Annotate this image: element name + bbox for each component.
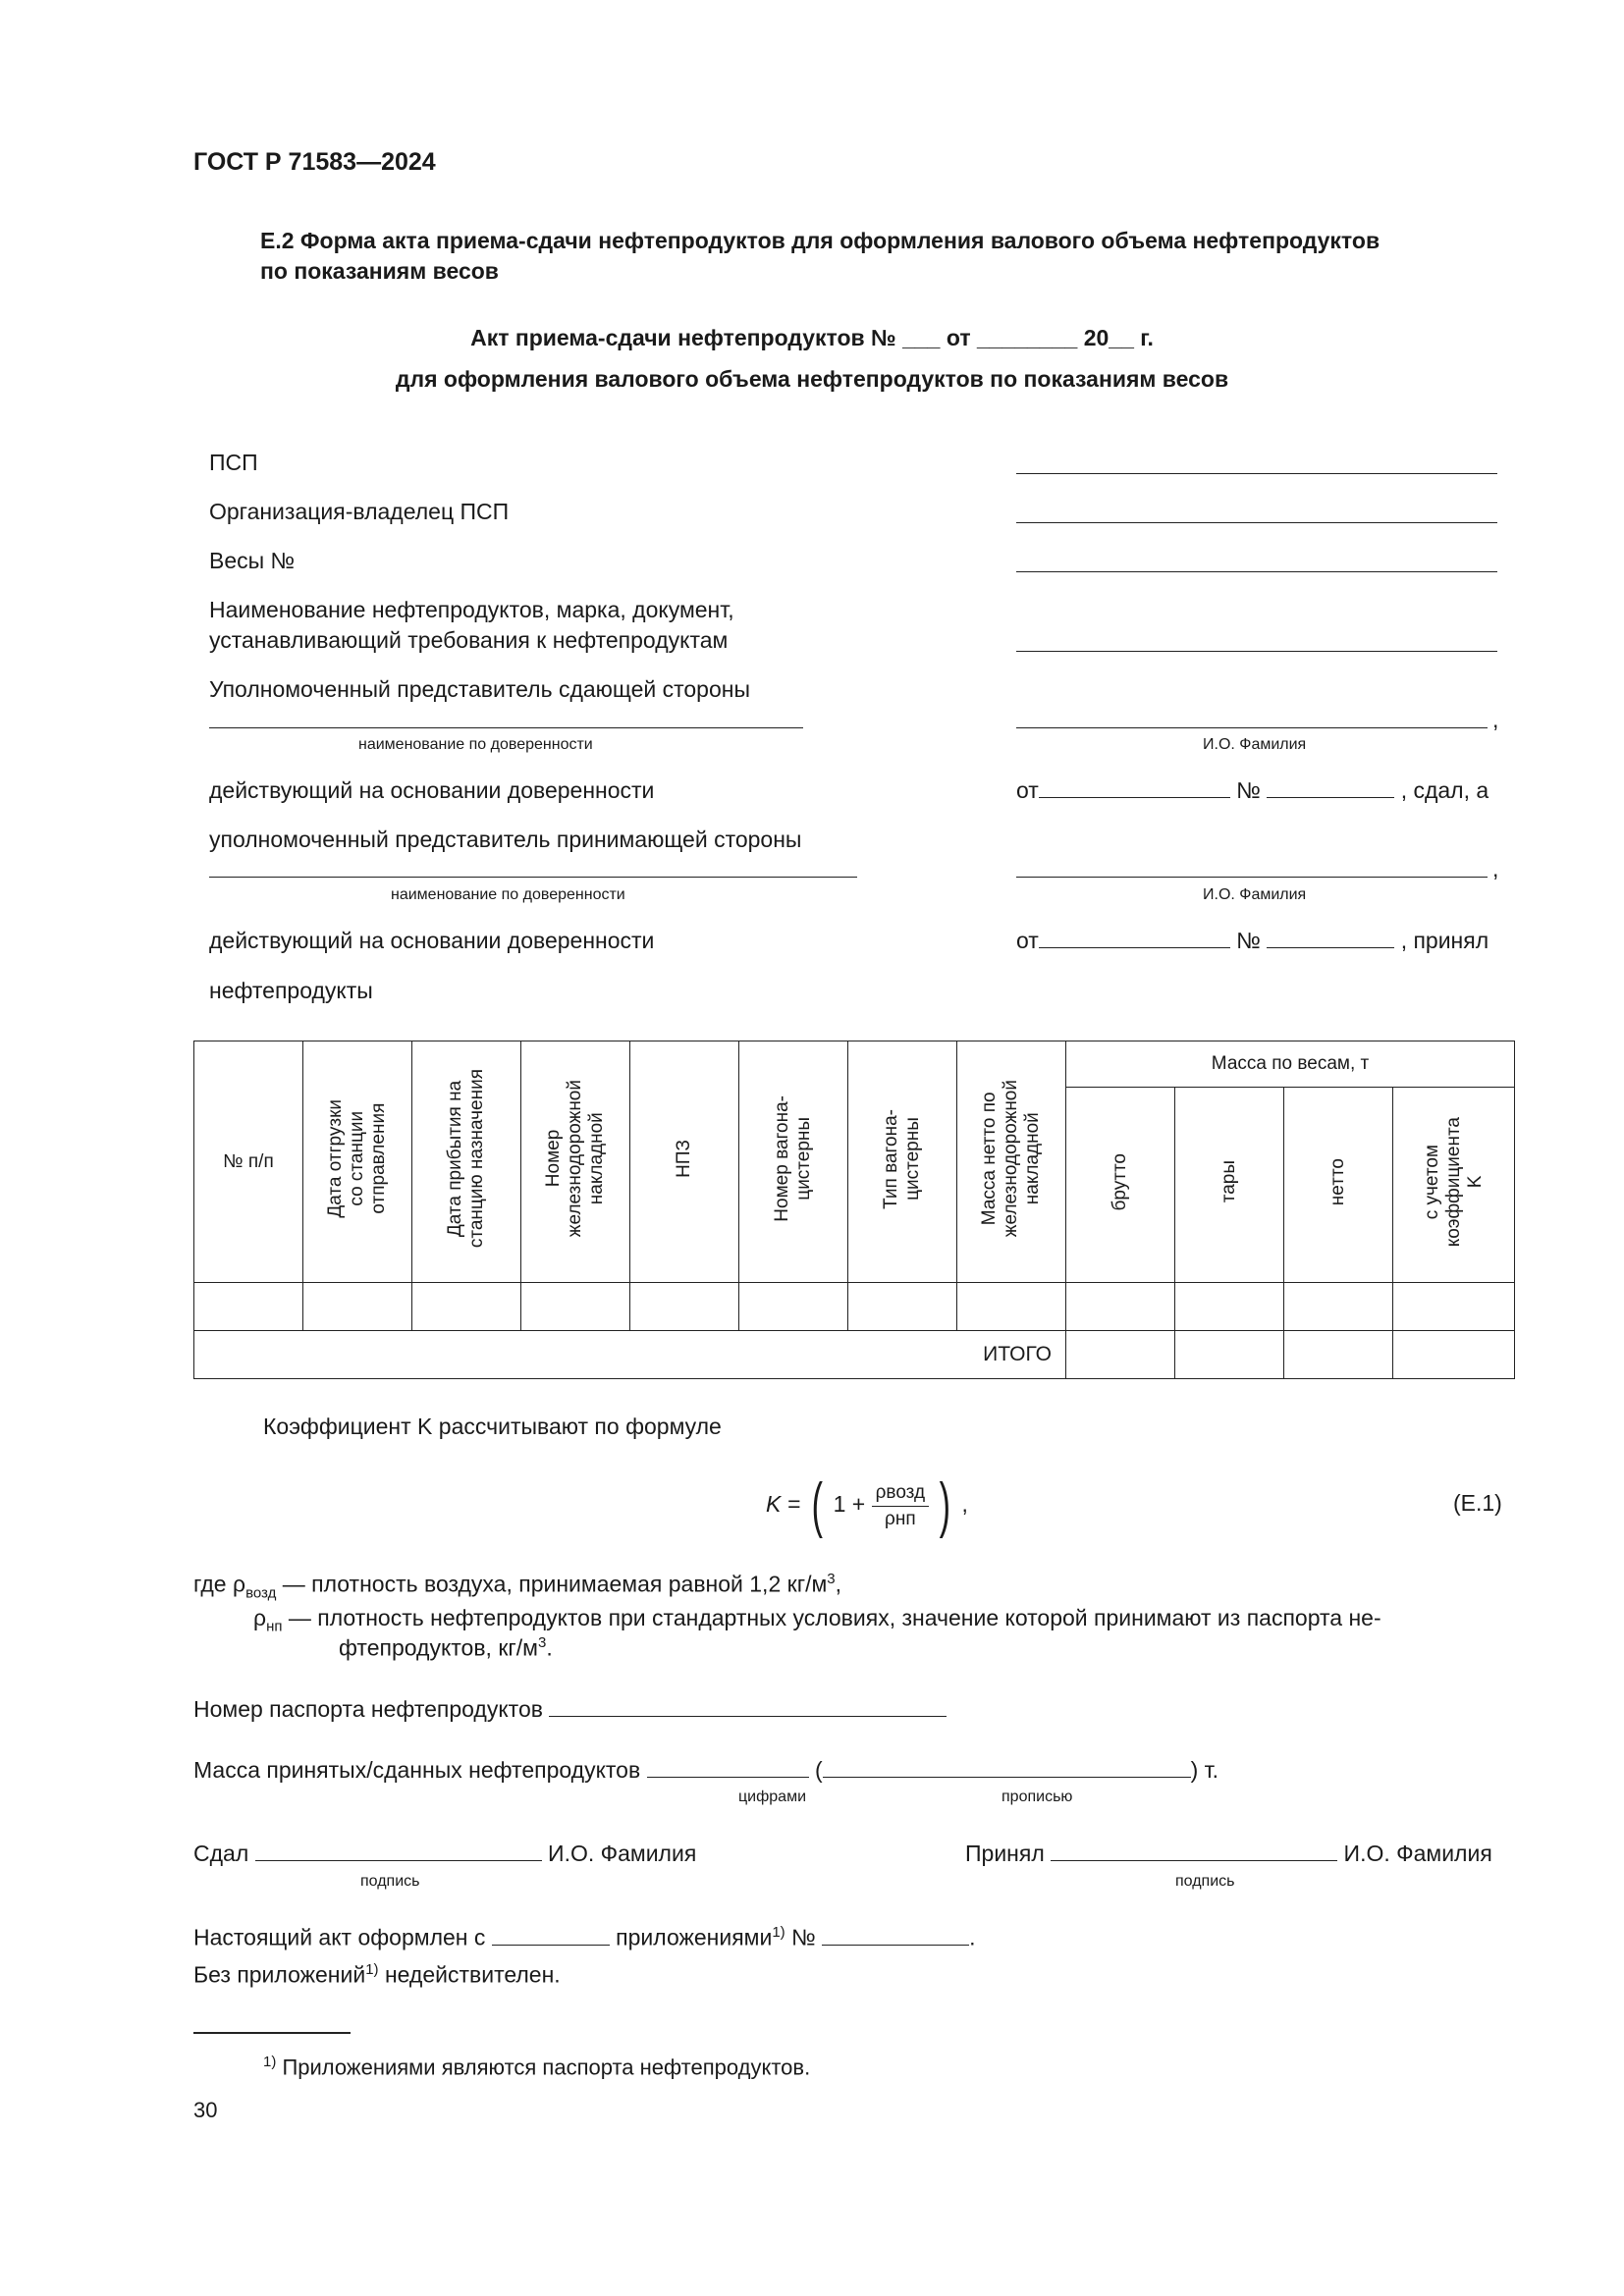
- field-scales-label: Весы №: [209, 548, 296, 573]
- receiving-poa-number-sign: №: [1236, 928, 1261, 953]
- closing-text-b: приложениями: [616, 1924, 773, 1950]
- th-mass-group: Масса по весам, т: [1066, 1041, 1515, 1088]
- accepted-label: Принял: [965, 1841, 1045, 1866]
- formula-one-plus: 1 +: [833, 1491, 872, 1518]
- th-npz: [630, 1041, 739, 1283]
- receiving-poa-from: от: [1016, 928, 1039, 953]
- accepted-signature-caption: подпись: [1175, 1873, 1235, 1890]
- passport-blank[interactable]: [549, 1696, 947, 1717]
- th-arrive-date-label: Дата прибытия на станцию назначения: [445, 1069, 487, 1249]
- table-cell[interactable]: [194, 1283, 303, 1331]
- air-cube: 3: [827, 1571, 836, 1587]
- air-density-text: плотность воздуха, принимаемая равной 1,2 кг/м: [311, 1571, 828, 1597]
- th-gross-label: брутто: [1110, 1152, 1130, 1211]
- table-cell[interactable]: [739, 1283, 848, 1331]
- table-cell[interactable]: [1175, 1283, 1284, 1331]
- th-waybill: [521, 1041, 630, 1283]
- received-text: , принял: [1400, 928, 1489, 953]
- act-title-line2: для оформления валового объема нефтепродуктов по показаниям весов: [395, 366, 1229, 392]
- th-coef: [1393, 1088, 1515, 1283]
- table-cell[interactable]: [412, 1283, 521, 1331]
- closing-text-d: недействителен.: [384, 1961, 561, 1988]
- closing-period: .: [969, 1924, 976, 1950]
- th-tare-label: тары: [1218, 1160, 1239, 1203]
- rho-np-symbol: ρ: [253, 1605, 267, 1630]
- handing-poa-label: действующий на основании доверенности: [209, 777, 655, 803]
- th-tank-type: [848, 1041, 957, 1283]
- accepted-signature-row: [965, 1841, 1492, 1867]
- formula-lhs: K =: [766, 1491, 807, 1518]
- receiving-rep-initials-line[interactable]: [1016, 877, 1488, 878]
- th-ship-date: [303, 1041, 412, 1283]
- formula-numerator: ρвозд: [872, 1482, 929, 1507]
- rho-np-sub: нп: [266, 1618, 283, 1635]
- table-cell[interactable]: [1284, 1283, 1393, 1331]
- np-cube: 3: [537, 1634, 547, 1651]
- footnote-mark: 1): [263, 2054, 277, 2070]
- table-cell[interactable]: [521, 1283, 630, 1331]
- section-heading-line2: по показаниям весов: [260, 258, 499, 284]
- th-num: № п/п: [194, 1041, 303, 1283]
- field-product-label-1: Наименование нефтепродуктов, марка, документ,: [209, 597, 734, 622]
- rho-air-symbol: ρ: [232, 1571, 246, 1597]
- th-gross: [1066, 1088, 1175, 1283]
- mass-words-caption: прописью: [1001, 1789, 1073, 1805]
- handed-over-text: , сдал, а: [1400, 777, 1489, 803]
- closing-number-sign: №: [791, 1924, 816, 1950]
- table-cell[interactable]: [957, 1283, 1066, 1331]
- appendix-number-blank[interactable]: [822, 1925, 969, 1946]
- table-row: [194, 1283, 1515, 1331]
- page-number: 30: [193, 2098, 218, 2122]
- handing-poa-number-sign: №: [1236, 777, 1261, 803]
- receiving-poa-label: действующий на основании доверенности: [209, 928, 655, 953]
- th-net-waybill-label: Масса нетто по железнодорожной накладной: [979, 1080, 1043, 1238]
- field-scales-line[interactable]: [1016, 571, 1497, 572]
- th-coef-label: с учетом коэффициента K: [1421, 1116, 1486, 1248]
- receiving-rep-name-caption: наименование по доверенности: [391, 886, 625, 903]
- field-product-line[interactable]: [1016, 651, 1497, 652]
- receiving-poa-date-blank[interactable]: [1039, 928, 1230, 948]
- footnote: [263, 2054, 810, 2080]
- footnote-text: Приложениями являются паспорта нефтепродуктов.: [282, 2055, 811, 2080]
- th-tank-number: [739, 1041, 848, 1283]
- total-gross-cell[interactable]: [1066, 1331, 1175, 1379]
- handed-initials: И.О. Фамилия: [548, 1841, 697, 1866]
- mass-label: Масса принятых/сданных нефтепродуктов: [193, 1757, 641, 1783]
- mass-words-blank[interactable]: [823, 1757, 1191, 1778]
- th-tare: [1175, 1088, 1284, 1283]
- formula-close-paren: ): [940, 1471, 951, 1539]
- receiving-poa-details: [1016, 928, 1489, 954]
- air-tail: ,: [835, 1571, 842, 1597]
- receiving-rep-label: уполномоченный представитель принимающей стороны: [209, 827, 802, 852]
- table-cell[interactable]: [848, 1283, 957, 1331]
- mass-open: (: [814, 1757, 823, 1783]
- np-tail: .: [546, 1634, 553, 1661]
- np-density-text-2: фтепродуктов, кг/м: [339, 1634, 538, 1661]
- th-tank-number-label: Номер вагона- цистерны: [772, 1095, 814, 1222]
- formula-number: (Е.1): [1453, 1490, 1502, 1516]
- handing-poa-date-blank[interactable]: [1039, 777, 1230, 798]
- th-waybill-label: Номер железнодорожной накладной: [543, 1080, 607, 1238]
- closing-line-1: [193, 1924, 976, 1951]
- where-np: [253, 1605, 1381, 1635]
- appendix-count-blank[interactable]: [492, 1925, 610, 1946]
- closing-line-2: [193, 1961, 561, 1989]
- handing-poa-number-blank[interactable]: [1267, 777, 1394, 798]
- total-tare-cell[interactable]: [1175, 1331, 1284, 1379]
- receiving-rep-name-line[interactable]: [209, 877, 857, 878]
- th-net-waybill: [957, 1041, 1066, 1283]
- np-density-text-2-wrap: [339, 1634, 553, 1662]
- th-net: [1284, 1088, 1393, 1283]
- np-density-text-1: плотность нефтепродуктов при стандартных условиях, значение которой принимают из паспорта не-: [317, 1605, 1381, 1630]
- where-air: [193, 1571, 841, 1601]
- formula-tail: ,: [961, 1491, 968, 1518]
- products-label: нефтепродукты: [209, 978, 373, 1003]
- field-psp-label: ПСП: [209, 450, 258, 475]
- handing-poa-from: от: [1016, 777, 1039, 803]
- handing-rep-name-caption: наименование по доверенности: [358, 736, 593, 753]
- total-coef-cell[interactable]: [1393, 1331, 1515, 1379]
- where-dash-2: —: [288, 1605, 311, 1630]
- receiving-rep-initials-caption: И.О. Фамилия: [1203, 886, 1307, 903]
- act-title-line1: Акт приема-сдачи нефтепродуктов № ___ от ________ 20__ г.: [470, 325, 1154, 350]
- mass-row: [193, 1757, 1218, 1784]
- formula-fraction: [872, 1482, 929, 1530]
- handing-rep-initials-caption: И.О. Фамилия: [1203, 736, 1307, 753]
- handing-rep-label: Уполномоченный представитель сдающей стороны: [209, 676, 751, 702]
- receiving-poa-number-blank[interactable]: [1267, 928, 1394, 948]
- total-label: ИТОГО: [194, 1331, 1066, 1379]
- passport-label: Номер паспорта нефтепродуктов: [193, 1696, 543, 1722]
- handed-signature-caption: подпись: [360, 1873, 420, 1890]
- handed-label: Сдал: [193, 1841, 249, 1866]
- weighing-table: [193, 1041, 1515, 1379]
- table-total-row: [194, 1331, 1515, 1379]
- th-tank-type-label: Тип вагона- цистерны: [881, 1108, 923, 1209]
- closing-fn-1: 1): [772, 1924, 785, 1941]
- handing-rep-initials-line[interactable]: [1016, 727, 1488, 728]
- table-cell[interactable]: [303, 1283, 412, 1331]
- formula-denominator: ρнп: [885, 1508, 916, 1529]
- field-owner-line[interactable]: [1016, 522, 1497, 523]
- mass-digits-caption: цифрами: [738, 1789, 806, 1805]
- field-product-label-2: устанавливающий требования к нефтепродуктам: [209, 627, 729, 653]
- closing-text-c: Без приложений: [193, 1961, 366, 1988]
- handing-rep-comma: ,: [1492, 707, 1499, 732]
- field-owner-label: Организация-владелец ПСП: [209, 499, 510, 524]
- handed-signature-row: [193, 1841, 696, 1867]
- handing-rep-name-line[interactable]: [209, 727, 803, 728]
- closing-text-a: Настоящий акт оформлен с: [193, 1924, 486, 1950]
- total-net-cell[interactable]: [1284, 1331, 1393, 1379]
- table-cell[interactable]: [1066, 1283, 1175, 1331]
- table-cell[interactable]: [1393, 1283, 1515, 1331]
- mass-close: ) т.: [1190, 1757, 1219, 1783]
- where-prefix: где: [193, 1571, 227, 1597]
- section-heading-line1: Е.2 Форма акта приема-сдачи нефтепродуктов для оформления валового объема нефтепродуктов: [260, 228, 1380, 253]
- th-arrive-date: [412, 1041, 521, 1283]
- document-header: ГОСТ Р 71583—2024: [193, 148, 436, 176]
- th-npz-label: НПЗ: [674, 1140, 694, 1178]
- mass-digits-blank[interactable]: [647, 1757, 809, 1778]
- formula-open-paren: (: [811, 1471, 823, 1539]
- formula-k: [766, 1471, 968, 1539]
- section-heading: [260, 226, 1380, 287]
- footnote-separator: [193, 2032, 351, 2034]
- formula-intro: Коэффициент K рассчитывают по формуле: [263, 1414, 722, 1439]
- handing-poa-details: [1016, 777, 1489, 804]
- rho-air-sub: возд: [245, 1584, 277, 1602]
- table-cell[interactable]: [630, 1283, 739, 1331]
- receiving-rep-comma: ,: [1492, 856, 1499, 881]
- closing-fn-2: 1): [365, 1961, 379, 1978]
- passport-row: [193, 1696, 947, 1723]
- th-ship-date-label: Дата отгрузки со станции отправления: [325, 1099, 389, 1218]
- accepted-initials: И.О. Фамилия: [1343, 1841, 1492, 1866]
- handed-signature-blank[interactable]: [255, 1841, 542, 1861]
- where-dash-1: —: [282, 1571, 305, 1597]
- th-net-label: нетто: [1327, 1157, 1348, 1206]
- field-psp-line[interactable]: [1016, 473, 1497, 474]
- accepted-signature-blank[interactable]: [1051, 1841, 1337, 1861]
